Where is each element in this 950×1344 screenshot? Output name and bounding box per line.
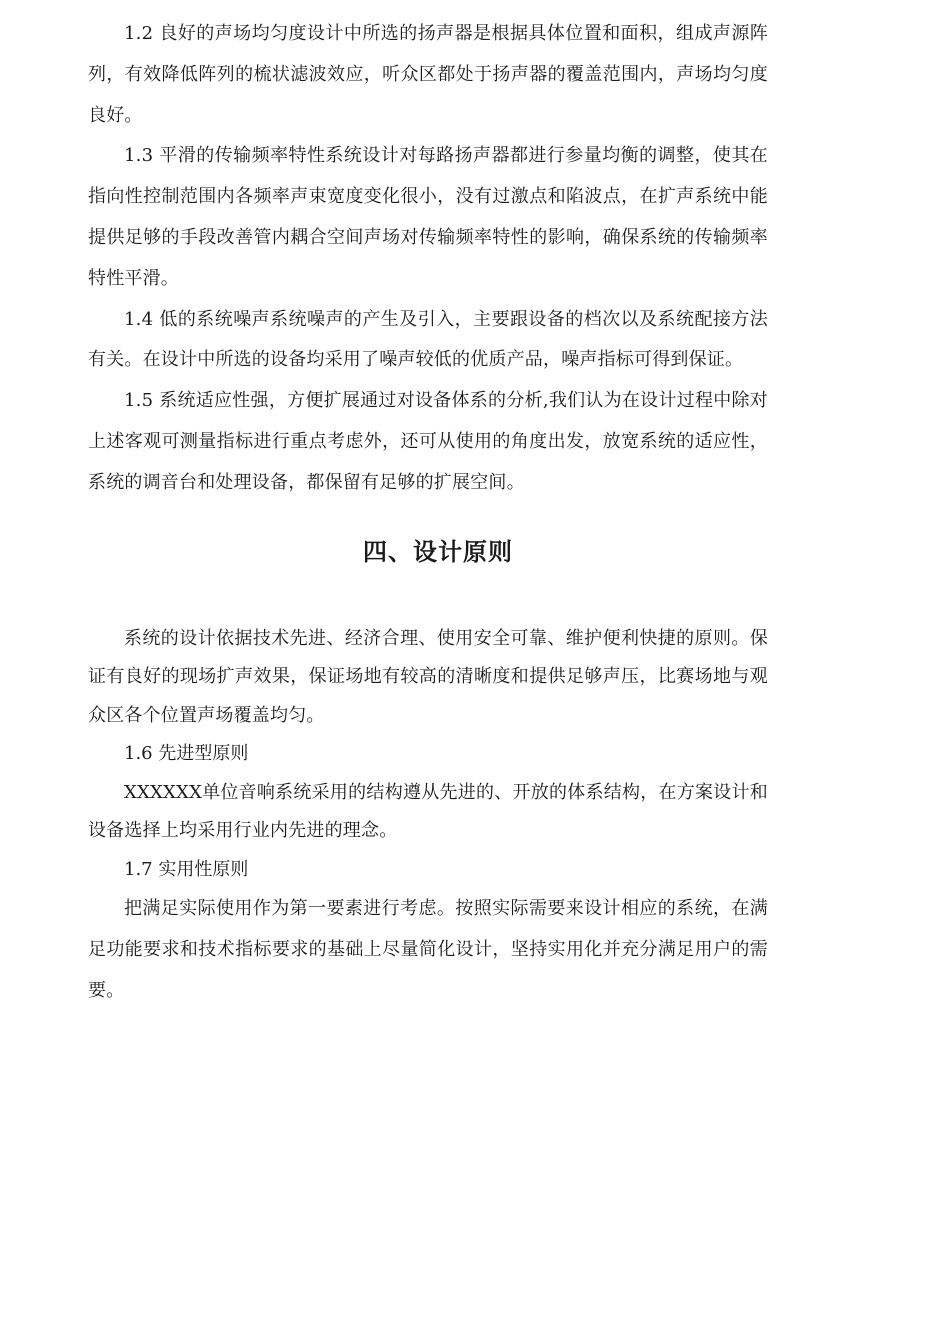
section-intro: 系统的设计依据技术先进、经济合理、使用安全可靠、维护便利快捷的原则。保证有良好的现场扩声效果，保证场地有较高的清晰度和提供足够声压，比赛场地与观众区各个位置声场覆盖均匀。 bbox=[88, 627, 768, 726]
paragraph-1-4: 1.4 低的系统噪声系统噪声的产生及引入，主要跟设备的档次以及系统配接方法有关。在设计中所选的设备均采用了噪声较低的优质产品，噪声指标可得到保证。 bbox=[88, 308, 768, 371]
subheading-1-6: 1.6 先进型原则 bbox=[124, 743, 249, 765]
paragraph-1-7: 把满足实际使用作为第一要素进行考虑。按照实际需要来设计相应的系统，在满足功能要求和技术指标要求的基础上尽量简化设计，坚持实用化并充分满足用户的需要。 bbox=[88, 898, 768, 1001]
document-page bbox=[88, 14, 768, 1011]
paragraph-1-2: 1.2 良好的声场均匀度设计中所选的扬声器是根据具体位置和面积，组成声源阵列，有效降低阵列的梳状滤波效应，听众区都处于扬声器的覆盖范围内，声场均匀度良好。 bbox=[88, 23, 768, 126]
section-body bbox=[88, 620, 768, 1012]
paragraph-1-5: 1.5 系统适应性强，方便扩展通过对设备体系的分析,我们认为在设计过程中除对上述客观可测量指标进行重点考虑外，还可从使用的角度出发，放宽系统的适应性，系统的调音台和处理设备，都保留有足够的扩展空间。 bbox=[88, 390, 768, 493]
subheading-1-7: 1.7 实用性原则 bbox=[124, 858, 249, 880]
paragraph-1-3: 1.3 平滑的传输频率特性系统设计对每路扬声器都进行参量均衡的调整，使其在指向性控制范围内各频率声束宽度变化很小，没有过激点和陷波点，在扩声系统中能提供足够的手段改善管内耦合空间声场对传输频率特性的影响，确保系统的传输频率特性平滑。 bbox=[88, 145, 768, 289]
paragraph-1-6: XXXXXX单位音响系统采用的结构遵从先进的、开放的体系结构，在方案设计和设备选择上均采用行业内先进的理念。 bbox=[88, 781, 768, 842]
section-heading: 四、设计原则 bbox=[363, 536, 513, 566]
